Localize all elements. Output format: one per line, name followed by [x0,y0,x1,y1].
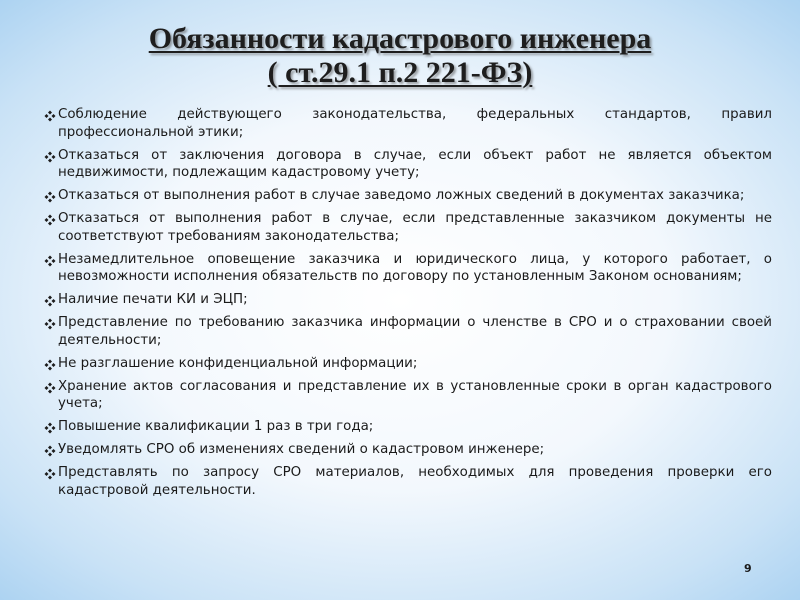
list-item-text: Незамедлительное оповещение заказчика и юридического лица, у которого работает, о невозможности исполнения обязательств по договору по установленным Законом основаниям; [58,251,772,284]
list-item-text: Повышение квалификации 1 раз в три года; [58,419,374,434]
four-diamond-bullet-icon [44,191,56,203]
list-item [44,210,772,245]
four-diamond-bullet-icon [44,255,56,267]
list-item [44,441,772,459]
list-item-text: Отказаться от заключения договора в случае, если объект работ не является объектом недвижимости, подлежащим кадастровому учету; [58,147,772,180]
list-item [44,106,772,141]
list-item-text: Отказаться от выполнения работ в случае заведомо ложных сведений в документах заказчика; [58,188,745,203]
four-diamond-bullet-icon [44,214,56,226]
slide-title-line-1: Обязанности кадастрового инженера [148,22,652,55]
list-item-text: Представление по требованию заказчика информации о членстве в СРО и о страховании своей деятельности; [58,315,772,348]
four-diamond-bullet-icon [44,422,56,434]
list-item-text: Не разглашение конфиденциальной информации; [58,355,418,371]
duties-list [44,106,772,505]
list-item [44,291,772,309]
list-item [44,147,772,182]
four-diamond-bullet-icon [44,445,56,457]
list-item [44,355,772,373]
four-diamond-bullet-icon [44,151,56,163]
list-item-text: Соблюдение действующего законодательства, федеральных стандартов, правил профессиональной этики; [58,107,772,140]
page-number: 9 [744,562,752,575]
list-item-text: Наличие печати КИ и ЭЦП; [58,292,248,307]
list-item-text: Уведомлять СРО об изменениях сведений о кадастровом инженере; [58,442,545,457]
list-item [44,464,772,499]
slide-title [0,22,800,90]
slide-title-line-2: ( ст.29.1 п.2 221-ФЗ) [267,56,533,89]
list-item-text: Отказаться от выполнения работ в случае, если представленные заказчиком документы не соответствуют требованиям законодательства; [58,211,772,244]
list-item [44,314,772,349]
list-item [44,187,772,205]
four-diamond-bullet-icon [44,468,56,480]
four-diamond-bullet-icon [44,318,56,330]
list-item-text: Хранение актов согласования и представление их в установленные сроки в орган кадастрового учета; [58,378,772,411]
four-diamond-bullet-icon [44,295,56,307]
four-diamond-bullet-icon [44,382,56,394]
list-item-text: Представлять по запросу СРО материалов, необходимых для проведения проверки его кадастровой деятельности. [58,465,772,498]
list-item [44,251,772,286]
four-diamond-bullet-icon [44,110,56,122]
list-item [44,378,772,413]
four-diamond-bullet-icon [44,359,56,371]
list-item [44,418,772,436]
